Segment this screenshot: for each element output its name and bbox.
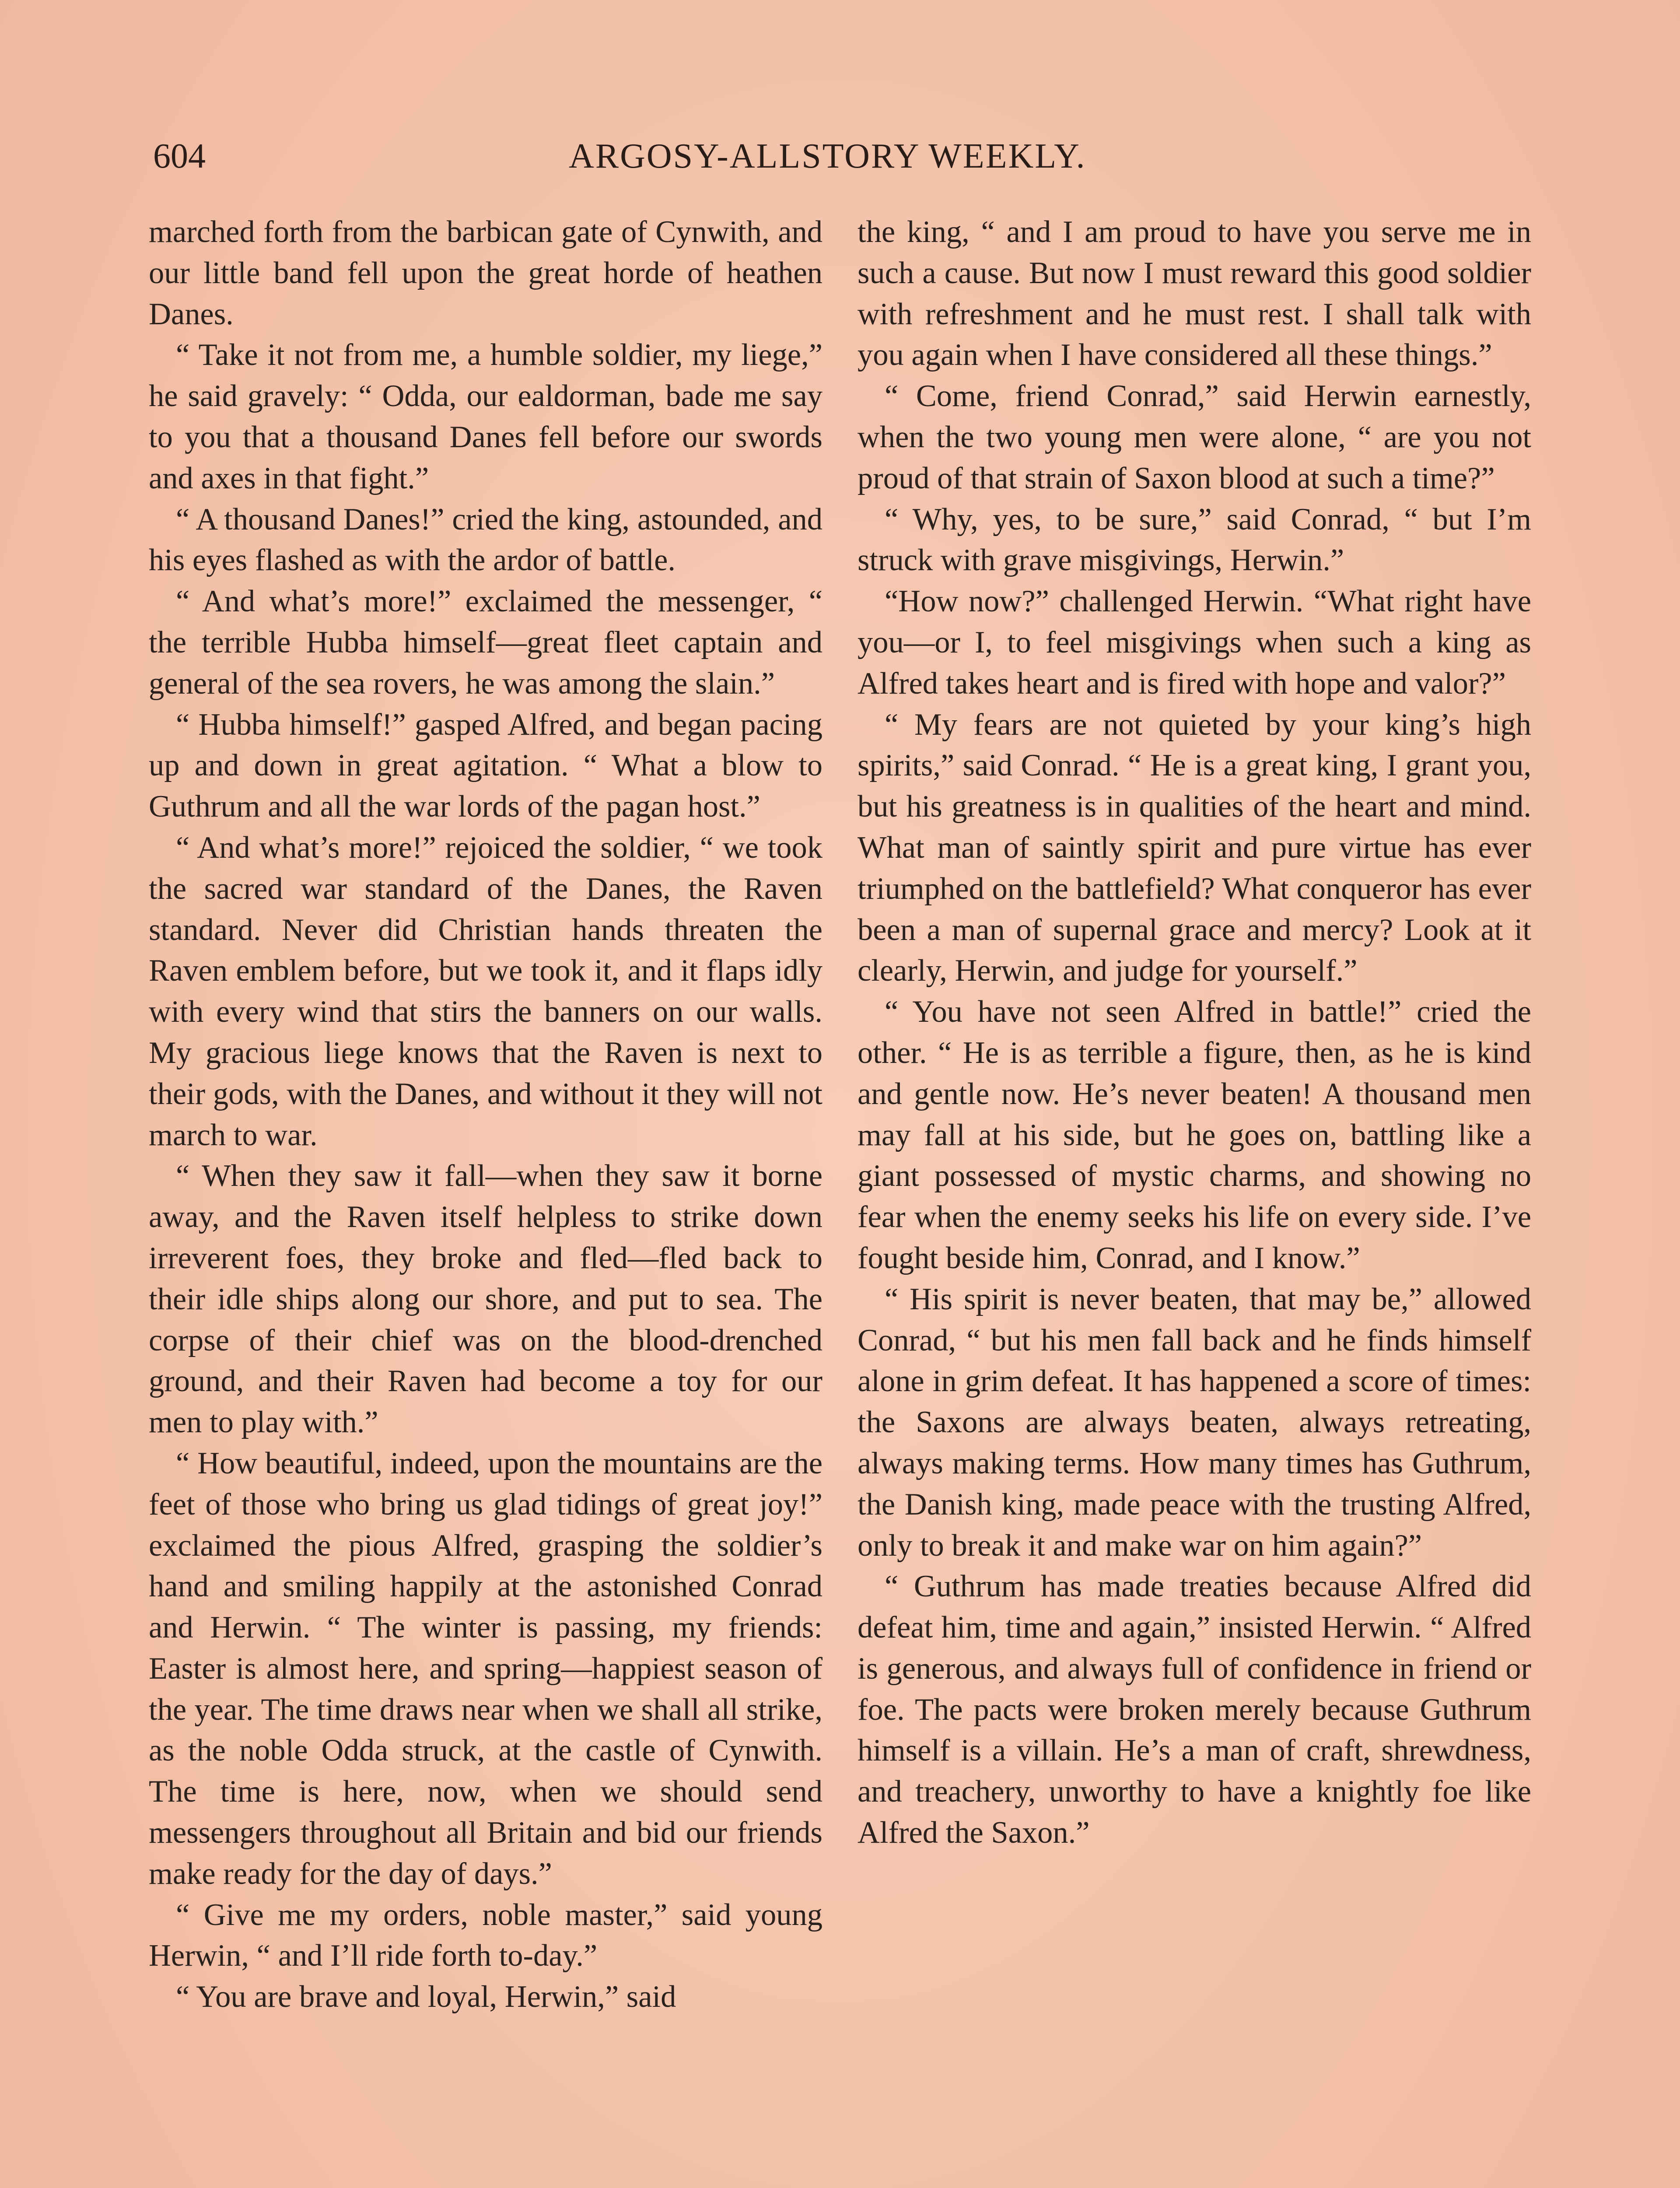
paragraph: “ You have not seen Alfred in battle!” cried the other. “ He is as terrible a figure, then, as he is kind and gentle now. He’s never beaten! A thousand men may fall at his side, but he goes on, battling like a giant possessed of mystic charms, and showing no fear when the enemy seeks his life on every side. I’ve fought beside him, Conrad, and I know.” — [858, 995, 1531, 1275]
paragraph: “How now?” challenged Herwin. “What right have you—or I, to feel misgivings when such a king as Alfred takes heart and is fired with hope and valor?” — [858, 584, 1531, 701]
paragraph: the king, “ and I am proud to have you serve me in such a cause. But now I must reward this good soldier with refreshment and he must rest. I shall talk with you again when I have considered all these things.” — [858, 215, 1531, 372]
paragraph: “ You are brave and loyal, Herwin,” said — [176, 1980, 676, 2014]
paragraph: “ And what’s more!” rejoiced the soldier, “ we took the sacred war standard of the Danes, the Raven standard. Never did Christian hands threaten the Raven emblem before, but we took it, and it flaps idly with every wind that stirs the banners on our walls. My gracious liege knows that the Raven is next to their gods, with the Danes, and without it they will not march to war. — [149, 830, 822, 1152]
paragraph: “ My fears are not quieted by your king’s high spirits,” said Conrad. “ He is a great king, I grant you, but his greatness is in qualities of the heart and mind. What man of saintly spirit and pure virtue has ever triumphed on the battlefield? What conqueror has ever been a man of supernal grace and mercy? Look at it clearly, Herwin, and judge for yourself.” — [858, 707, 1531, 988]
paragraph: “ Come, friend Conrad,” said Herwin earnestly, when the two young men were alone, “ are you not proud of that strain of Saxon blood at such a time?” — [858, 379, 1531, 495]
paragraph: “ Give me my orders, noble master,” said young Herwin, “ and I’ll ride forth to-day.” — [149, 1897, 822, 1973]
paragraph: “ His spirit is never beaten, that may be,” allowed Conrad, “ but his men fall back and he finds himself alone in grim defeat. It has happened a score of times: the Saxons are always beaten, always retreating, always making terms. How many times has Guthrum, the Danish king, made peace with the trusting Alfred, only to break it and make war on him again?” — [858, 1282, 1531, 1563]
paragraph: “ How beautiful, indeed, upon the mountains are the feet of those who bring us glad tidings of great joy!” exclaimed the pious Alfred, grasping the soldier’s hand and smiling happily at the astonished Conrad and Herwin. “ The winter is passing, my friends: Easter is almost here, and spring—happiest season of the year. The time draws near when we shall all strike, as the noble Odda struck, at the castle of Cynwith. The time is here, now, when we should send messengers throughout all Britain and bid our friends make ready for the day of days.” — [149, 1446, 822, 1891]
paragraph: “ When they saw it fall—when they saw it borne away, and the Raven itself helpless to strike down irreverent foes, they broke and fled—fled back to their idle ships along our shore, and put to sea. The corpse of their chief was on the blood-drenched ground, and their Raven had become a toy for our men to play with.” — [149, 1159, 822, 1440]
running-title: ARGOSY-ALLSTORY WEEKLY. — [569, 137, 1086, 175]
left-column — [149, 212, 822, 2018]
paragraph: “ A thousand Danes!” cried the king, astounded, and his eyes flashed as with the ardor of battle. — [149, 502, 822, 578]
paragraph: “ Guthrum has made treaties because Alfred did defeat him, time and again,” insisted Herwin. “ Alfred is generous, and always full of confidence in friend or foe. The pacts were broken merely because Guthrum himself is a villain. He’s a man of craft, shrewdness, and treachery, unworthy to have a knightly foe like Alfred the Saxon.” — [858, 1569, 1531, 1850]
page-number: 604 — [153, 137, 206, 175]
right-column — [858, 212, 1531, 1854]
paragraph: “ Why, yes, to be sure,” said Conrad, “ but I’m struck with grave misgivings, Herwin.” — [858, 502, 1531, 578]
paragraph: “ And what’s more!” exclaimed the messenger, “ the terrible Hubba himself—great fleet captain and general of the sea rovers, he was among the slain.” — [149, 584, 822, 701]
page-header — [153, 132, 1138, 180]
paragraph: “ Hubba himself!” gasped Alfred, and began pacing up and down in great agitation. “ What a blow to Guthrum and all the war lords of the pagan host.” — [149, 707, 822, 824]
paragraph: marched forth from the barbican gate of Cynwith, and our little band fell upon the great horde of heathen Danes. — [149, 215, 822, 331]
paragraph: “ Take it not from me, a humble soldier, my liege,” he said gravely: “ Odda, our ealdorman, bade me say to you that a thousand Danes fell before our swords and axes in that fight.” — [149, 338, 822, 495]
